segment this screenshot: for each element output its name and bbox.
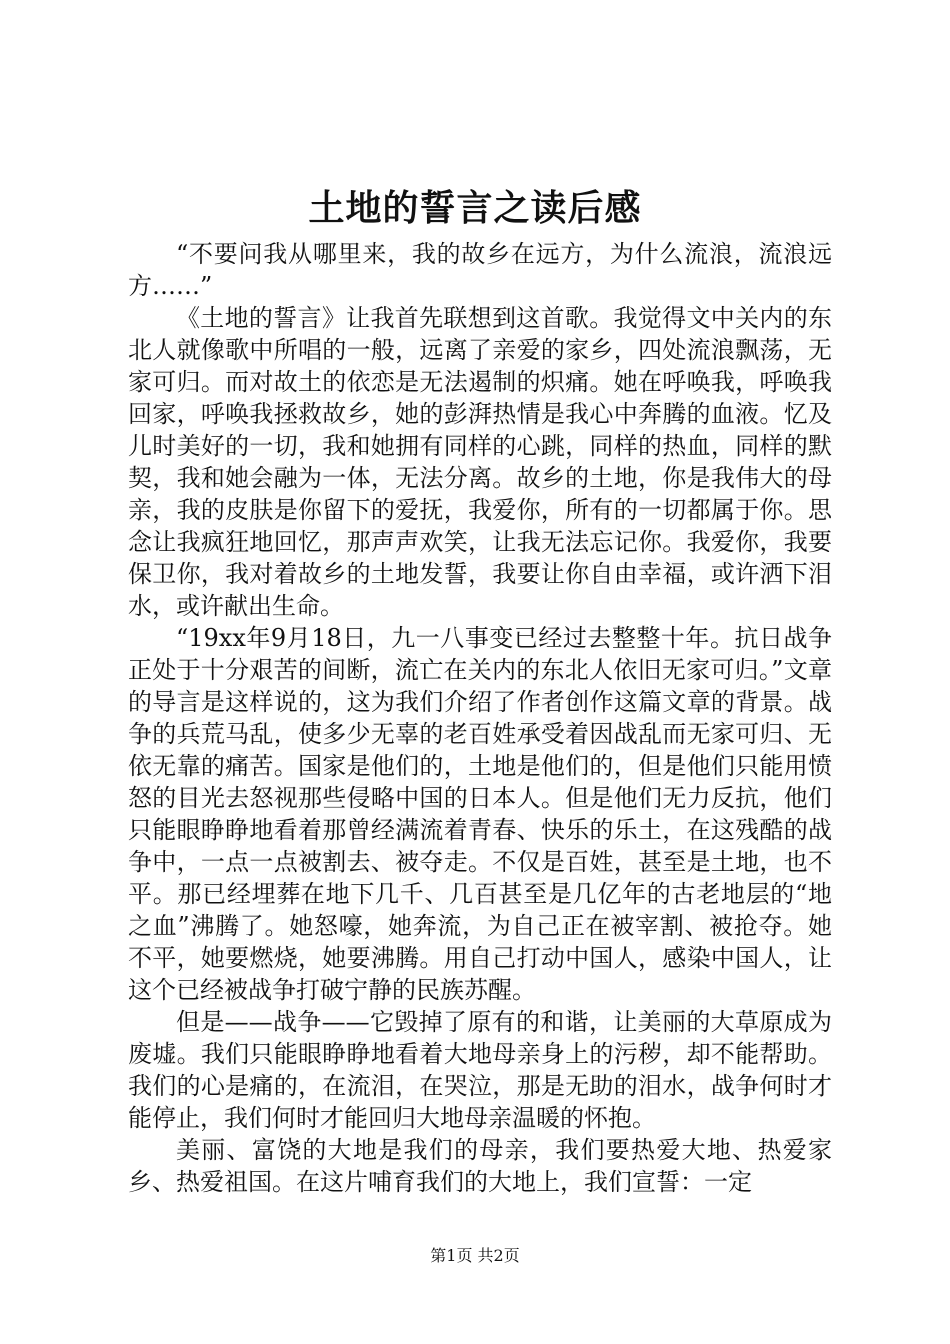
paragraph-1: “不要问我从哪里来，我的故乡在远方，为什么流浪，流浪远方……” (128, 240, 832, 300)
paragraph-5: 美丽、富饶的大地是我们的母亲，我们要热爱大地、热爱家乡、热爱祖国。在这片哺育我们的大地上，我们宣誓：一定 (128, 1136, 832, 1196)
document-title: 土地的誓言之读后感 (308, 187, 642, 229)
paragraph-2: 《土地的誓言》让我首先联想到这首歌。我觉得文中关内的东北人就像歌中所唱的一般，远离了亲爱的家乡，四处流浪飘荡，无家可归。而对故土的依恋是无法遏制的炽痛。她在呼唤我，呼唤我回家，呼唤我拯救故乡，她的彭湃热情是我心中奔腾的血液。忆及儿时美好的一切，我和她拥有同样的心跳，同样的热血，同样的默契，我和她会融为一体，无法分离。故乡的土地，你是我伟大的母亲，我的皮肤是你留下的爱抚，我爱你，所有的一切都属于你。思念让我疯狂地回忆，那声声欢笑，让我无法忘记你。我爱你，我要保卫你，我对着故乡的土地发誓，我要让你自由幸福，或许洒下泪水，或许献出生命。 (128, 304, 832, 620)
page-number-footer: 第1页 共2页 (430, 1246, 520, 1265)
paragraph-3: “19xx年9月18日，九一八事变已经过去整整十年。抗日战争正处于十分艰苦的间断，流亡在关内的东北人依旧无家可归。”文章的导言是这样说的，这为我们介绍了作者创作这篇文章的背景。战争的兵荒马乱，使多少无辜的老百姓承受着因战乱而无家可归、无依无靠的痛苦。国家是他们的，土地是他们的，但是他们只能用愤怒的目光去怒视那些侵略中国的日本人。但是他们无力反抗，他们只能眼睁睁地看着那曾经满流着青春、快乐的乐土，在这残酷的战争中，一点一点被割去、被夺走。不仅是百姓，甚至是土地，也不平。那已经埋葬在地下几千、几百甚至是几亿年的古老地层的“地之血”沸腾了。她怒嚎，她奔流，为自己正在被宰割、被抢夺。她不平，她要燃烧，她要沸腾。用自己打动中国人，感染中国人，让这个已经被战争打破宁静的民族苏醒。 (128, 624, 832, 1004)
paragraph-4: 但是——战争——它毁掉了原有的和谐，让美丽的大草原成为废墟。我们只能眼睁睁地看着大地母亲身上的污秽，却不能帮助。我们的心是痛的，在流泪，在哭泣，那是无助的泪水，战争何时才能停止，我们何时才能回归大地母亲温暖的怀抱。 (128, 1008, 832, 1132)
document-body (128, 238, 832, 1198)
